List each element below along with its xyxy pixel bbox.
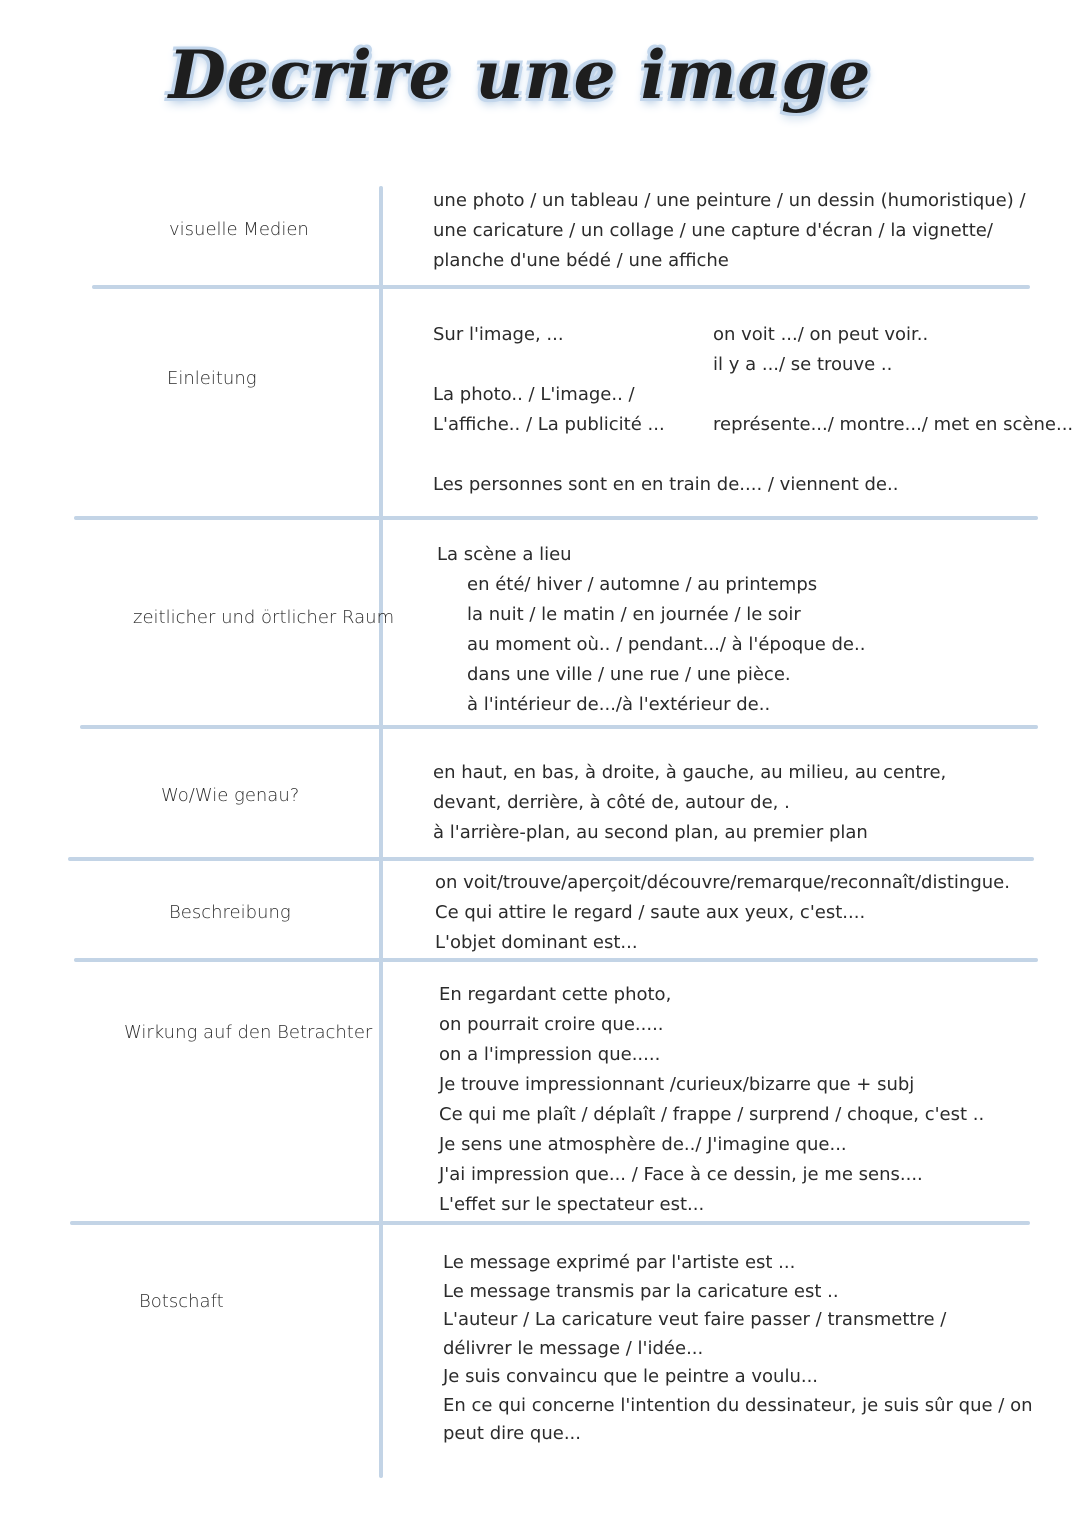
row-label-wo-wie: Wo/Wie genau? <box>161 785 300 806</box>
text-line: à l'intérieur de.../à l'extérieur de.. <box>467 694 771 715</box>
page-title: Decrire une image <box>168 36 872 114</box>
text-line: L'effet sur le spectateur est... <box>439 1194 705 1215</box>
text-line: la nuit / le matin / en journée / le soir <box>467 604 801 625</box>
row-label-beschreibung: Beschreibung <box>169 902 291 923</box>
row-divider <box>74 516 1038 520</box>
row-label-einleitung: Einleitung <box>167 368 257 389</box>
text-line: peut dire que... <box>443 1423 581 1444</box>
text-line <box>433 350 665 380</box>
text-line: à l'arrière-plan, au second plan, au premier plan <box>433 822 868 843</box>
row-content-visuelle-medien <box>433 186 1026 276</box>
row-label-visuelle-medien: visuelle Medien <box>169 219 309 240</box>
text-line: délivrer le message / l'idée... <box>443 1337 704 1359</box>
row-label-wirkung: Wirkung auf den Betrachter <box>124 1022 373 1043</box>
text-line: Ce qui attire le regard / saute aux yeux, c'est.... <box>435 902 866 923</box>
text-line: planche d'une bédé / une affiche <box>433 250 729 271</box>
row-divider <box>92 285 1030 289</box>
text-line: on voit .../ on peut voir.. <box>713 324 929 345</box>
row-divider <box>74 958 1038 962</box>
text-line: Ce qui me plaît / déplaît / frappe / surprend / choque, c'est .. <box>439 1104 985 1125</box>
text-line: L'auteur / La caricature veut faire passer / transmettre / <box>443 1309 947 1330</box>
text-line: représente.../ montre.../ met en scène... <box>713 414 1074 435</box>
text-line: dans une ville / une rue / une pièce. <box>467 664 791 685</box>
text-line: Sur l'image, ... <box>433 324 564 345</box>
text-line: J'ai impression que... / Face à ce dessin, je me sens.... <box>439 1164 923 1185</box>
text-line: En ce qui concerne l'intention du dessinateur, je suis sûr que / on <box>443 1394 1033 1416</box>
text-line: L'affiche.. / La publicité ... <box>433 414 665 435</box>
row-divider <box>68 857 1034 861</box>
text-line: on pourrait croire que..... <box>439 1014 664 1035</box>
row-content-wo-wie <box>433 758 946 848</box>
text-line: Je trouve impressionnant /curieux/bizarre que + subj <box>439 1074 915 1095</box>
text-line: en haut, en bas, à droite, à gauche, au milieu, au centre, <box>433 762 947 783</box>
text-line: en été/ hiver / automne / au printemps <box>467 574 818 595</box>
text-line: on a l'impression que..... <box>439 1044 661 1065</box>
column-divider <box>379 186 383 1478</box>
text-line <box>713 380 1073 410</box>
text-line: une caricature / un collage / une capture d'écran / la vignette/ <box>433 220 993 241</box>
text-line: au moment où.. / pendant.../ à l'époque de.. <box>467 634 866 655</box>
text-line: L'objet dominant est... <box>435 932 638 953</box>
text-line: Je sens une atmosphère de../ J'imagine que... <box>439 1134 847 1155</box>
text-line: Les personnes sont en en train de.... / viennent de.. <box>433 474 899 495</box>
text-line: La photo.. / L'image.. / <box>433 384 635 405</box>
row-content-botschaft <box>443 1249 1033 1449</box>
einleitung-bottom-line <box>433 470 898 500</box>
row-divider <box>80 725 1038 729</box>
row-content-raum <box>437 540 865 720</box>
row-content-beschreibung <box>435 868 1010 958</box>
row-label-botschaft: Botschaft <box>139 1291 224 1312</box>
text-line: devant, derrière, à côté de, autour de, . <box>433 792 790 813</box>
text-line: une photo / un tableau / une peinture / un dessin (humoristique) / <box>433 190 1026 211</box>
row-divider <box>70 1221 1030 1225</box>
text-line: La scène a lieu <box>437 544 572 565</box>
row-label-raum: zeitlicher und örtlicher Raum <box>133 607 395 628</box>
text-line: Le message exprimé par l'artiste est ... <box>443 1252 796 1273</box>
text-line: Le message transmis par la caricature est .. <box>443 1280 839 1302</box>
einleitung-right-column <box>713 320 1073 440</box>
row-content-wirkung <box>439 980 984 1220</box>
text-line: il y a .../ se trouve .. <box>713 354 893 375</box>
text-line: Je suis convaincu que le peintre a voulu... <box>443 1366 819 1387</box>
text-line: on voit/trouve/aperçoit/découvre/remarque/reconnaît/distingue. <box>435 872 1010 893</box>
text-line: En regardant cette photo, <box>439 984 672 1005</box>
einleitung-left-column <box>433 320 665 440</box>
